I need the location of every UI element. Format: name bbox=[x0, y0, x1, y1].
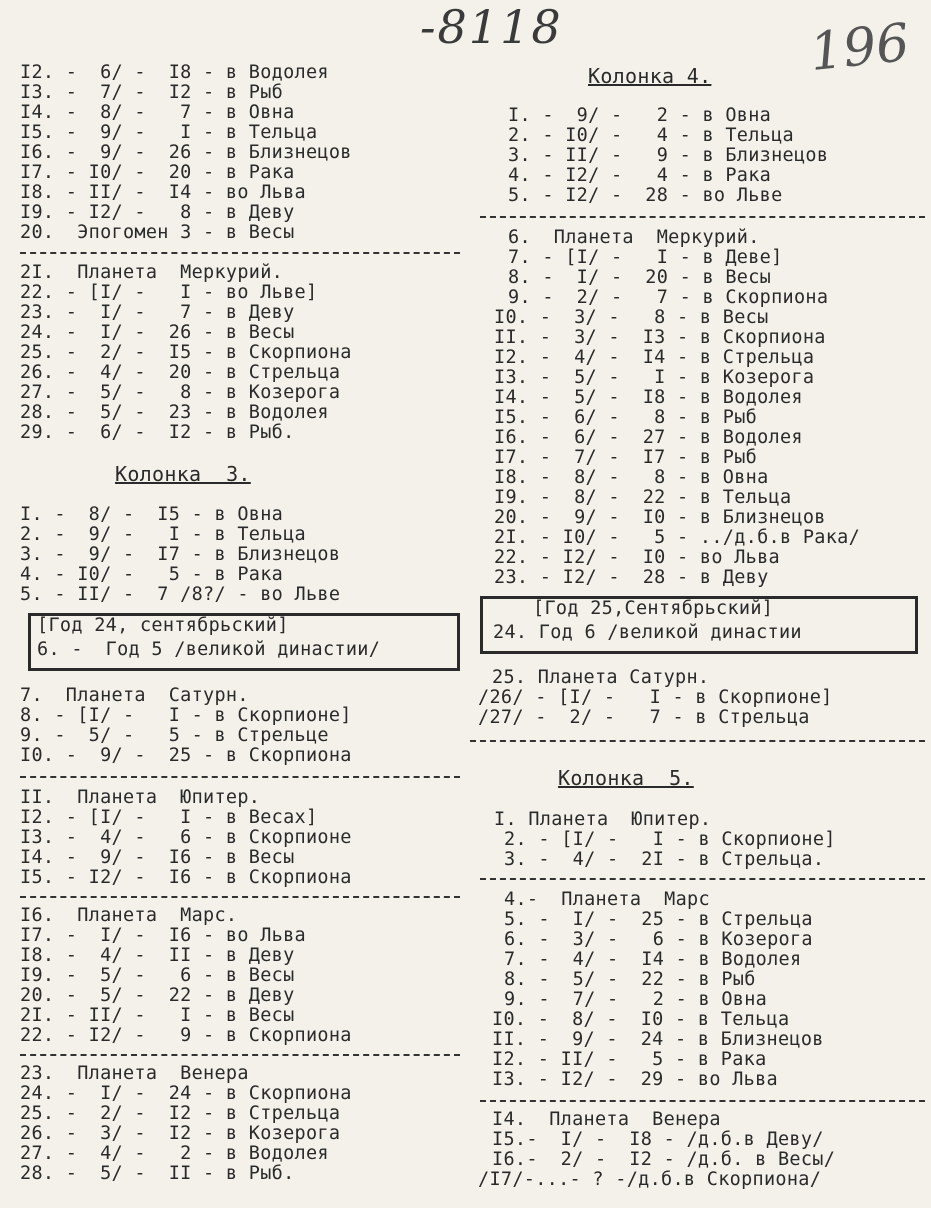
table-row: 22. - I2/ - 9 - в Скорпиона bbox=[20, 1025, 352, 1046]
table-row: I4. - 9/ - I6 - в Весы bbox=[20, 847, 295, 868]
table-row: I9. - I2/ - 8 - в Деву bbox=[20, 202, 295, 223]
table-row: 5. - I2/ - 28 - во Льве bbox=[508, 185, 783, 206]
section-divider bbox=[20, 896, 460, 898]
table-row: I8. - II/ - I4 - во Льва bbox=[20, 182, 306, 203]
table-row: I5. - 9/ - I - в Тельца bbox=[20, 122, 318, 143]
year-box bbox=[480, 596, 918, 654]
table-row: 27. - 5/ - 8 - в Козерога bbox=[20, 382, 341, 403]
year-title: [Год 24, сентябрьский] bbox=[37, 615, 289, 636]
section-divider bbox=[20, 252, 460, 254]
table-row: 4. - I2/ - 4 - в Рака bbox=[508, 165, 772, 186]
table-row: II. - 9/ - 24 - в Близнецов bbox=[492, 1029, 824, 1050]
table-row: I2. - [I/ - I - в Весах] bbox=[20, 807, 318, 828]
table-row: 9. - 7/ - 2 - в Овна bbox=[504, 989, 768, 1010]
table-row: I3. - I2/ - 29 - во Льва bbox=[492, 1069, 778, 1090]
table-row: 8. - 5/ - 22 - в Рыб bbox=[504, 969, 756, 990]
table-row: 25. - 2/ - I5 - в Скорпиона bbox=[20, 342, 352, 363]
table-row: 2. - 9/ - I - в Тельца bbox=[20, 524, 306, 545]
table-row: I2. - 6/ - I8 - в Водолея bbox=[20, 62, 329, 83]
dynasty-year: 24. Год 6 /великой династии bbox=[493, 622, 802, 643]
section-title: 4.- Планета Марс bbox=[504, 889, 710, 910]
dynasty-year: 6. - Год 5 /великой династии/ bbox=[37, 639, 381, 660]
table-row: 20. Эпогомен 3 - в Весы bbox=[20, 222, 295, 243]
table-row: 6. - 3/ - 6 - в Козерога bbox=[504, 929, 813, 950]
year-box bbox=[28, 613, 460, 671]
table-row: I. - 9/ - 2 - в Овна bbox=[508, 105, 772, 126]
table-row: I6. - 6/ - 27 - в Водолея bbox=[494, 427, 803, 448]
table-row: 22. - [I/ - I - во Льве] bbox=[20, 282, 318, 303]
table-row: 2. - [I/ - I - в Скорпионе] bbox=[504, 829, 836, 850]
section-divider bbox=[480, 216, 925, 218]
year-title: [Год 25,Сентябрьский] bbox=[533, 598, 774, 619]
table-row: 5. - II/ - 7 /8?/ - во Льве bbox=[20, 584, 341, 605]
table-row: I4. - 5/ - I8 - в Водолея bbox=[494, 387, 803, 408]
table-row: 23. - I2/ - 28 - в Деву bbox=[494, 567, 769, 588]
table-row: 27. - 4/ - 2 - в Водолея bbox=[20, 1143, 329, 1164]
section-title: I4. Планета Венера bbox=[492, 1109, 721, 1130]
handwritten-archive-number: -8118 bbox=[420, 0, 563, 54]
section-title: 23. Планета Венера bbox=[20, 1063, 249, 1084]
table-row: 23. - I/ - 7 - в Деву bbox=[20, 302, 295, 323]
table-row: I2. - 4/ - I4 - в Стрельца bbox=[494, 347, 815, 368]
table-row: I6. - 9/ - 26 - в Близнецов bbox=[20, 142, 352, 163]
table-row: 24. - I/ - 26 - в Весы bbox=[20, 322, 295, 343]
table-row: 20. - 5/ - 22 - в Деву bbox=[20, 985, 295, 1006]
table-row: I2. - II/ - 5 - в Рака bbox=[492, 1049, 767, 1070]
table-row: I8. - 4/ - II - в Деву bbox=[20, 945, 295, 966]
section-divider bbox=[470, 740, 925, 742]
table-row: 8. - [I/ - I - в Скорпионе] bbox=[20, 705, 352, 726]
table-row: I5. - I2/ - I6 - в Скорпиона bbox=[20, 867, 352, 888]
table-row: 2. - I0/ - 4 - в Тельца bbox=[508, 125, 794, 146]
table-row: 25. - 2/ - I2 - в Стрельца bbox=[20, 1103, 341, 1124]
section-title: II. Планета Юпитер. bbox=[20, 787, 261, 808]
table-row: 29. - 6/ - I2 - в Рыб. bbox=[20, 422, 295, 443]
table-row: 24. - I/ - 24 - в Скорпиона bbox=[20, 1083, 352, 1104]
section-title: I6. Планета Марс. bbox=[20, 905, 238, 926]
section-divider bbox=[480, 1100, 925, 1102]
table-row: 22. - I2/ - I0 - во Льва bbox=[494, 547, 780, 568]
table-row: I7. - 7/ - I7 - в Рыб bbox=[494, 447, 758, 468]
table-row: /27/ - 2/ - 7 - в Стрельца bbox=[478, 707, 810, 728]
handwritten-page-number: 196 bbox=[807, 12, 913, 84]
column-heading: Колонка 5. bbox=[558, 766, 694, 790]
table-row: I5.- I/ - I8 - /д.б.в Деву/ bbox=[492, 1129, 824, 1150]
table-row: II. - 3/ - I3 - в Скорпиона bbox=[494, 327, 826, 348]
section-divider bbox=[20, 1054, 460, 1056]
table-row: 5. - I/ - 25 - в Стрельца bbox=[504, 909, 813, 930]
table-row: 8. - I/ - 20 - в Весы bbox=[508, 267, 772, 288]
table-row: I3. - 7/ - I2 - в Рыб bbox=[20, 82, 284, 103]
table-row: I8. - 8/ - 8 - в Овна bbox=[494, 467, 769, 488]
table-row: 4. - I0/ - 5 - в Рака bbox=[20, 564, 284, 585]
section-title: I. Планета Юпитер. bbox=[494, 809, 712, 830]
table-row: 26. - 4/ - 20 - в Стрельца bbox=[20, 362, 341, 383]
table-row: 7. - 4/ - I4 - в Водолея bbox=[504, 949, 802, 970]
table-row: I. - 8/ - I5 - в Овна bbox=[20, 504, 284, 525]
table-row: 9. - 2/ - 7 - в Скорпиона bbox=[508, 287, 829, 308]
table-row: I9. - 8/ - 22 - в Тельца bbox=[494, 487, 792, 508]
table-row: 7. - [I/ - I - в Деве] bbox=[508, 247, 783, 268]
table-row: I9. - 5/ - 6 - в Весы bbox=[20, 965, 295, 986]
table-row: /I7/-...- ? -/д.б.в Скорпиона/ bbox=[478, 1169, 822, 1190]
table-row: 2I. - II/ - I - в Весы bbox=[20, 1005, 295, 1026]
section-title: 25. Планета Сатурн. bbox=[492, 667, 710, 688]
table-row: I3. - 5/ - I - в Козерога bbox=[494, 367, 815, 388]
table-row: I3. - 4/ - 6 - в Скорпионе bbox=[20, 827, 352, 848]
table-row: I0. - 8/ - I0 - в Тельца bbox=[492, 1009, 790, 1030]
section-title: 6. Планета Меркурий. bbox=[508, 227, 760, 248]
table-row: /26/ - [I/ - I - в Скорпионе] bbox=[478, 687, 833, 708]
section-title: 7. Планета Сатурн. bbox=[20, 685, 249, 706]
column-heading: Колонка 3. bbox=[115, 462, 251, 486]
table-row: 20. - 9/ - I0 - в Близнецов bbox=[494, 507, 826, 528]
table-row: I6.- 2/ - I2 - /д.б. в Весы/ bbox=[492, 1149, 836, 1170]
table-row: 3. - 9/ - I7 - в Близнецов bbox=[20, 544, 341, 565]
table-row: I5. - 6/ - 8 - в Рыб bbox=[494, 407, 758, 428]
table-row: 2I. - I0/ - 5 - ../д.б.в Рака/ bbox=[494, 527, 861, 548]
table-row: 26. - 3/ - I2 - в Козерога bbox=[20, 1123, 341, 1144]
table-row: 3. - 4/ - 2I - в Стрельца. bbox=[504, 849, 825, 870]
table-row: 9. - 5/ - 5 - в Стрельце bbox=[20, 725, 329, 746]
table-row: I0. - 3/ - 8 - в Весы bbox=[494, 307, 769, 328]
table-row: I0. - 9/ - 25 - в Скорпиона bbox=[20, 745, 352, 766]
table-row: 28. - 5/ - 23 - в Водолея bbox=[20, 402, 329, 423]
table-row: 28. - 5/ - II - в Рыб. bbox=[20, 1163, 295, 1184]
table-row: I4. - 8/ - 7 - в Овна bbox=[20, 102, 295, 123]
column-heading: Колонка 4. bbox=[588, 64, 712, 88]
table-row: 3. - II/ - 9 - в Близнецов bbox=[508, 145, 829, 166]
section-divider bbox=[20, 776, 460, 778]
section-divider bbox=[480, 878, 925, 880]
section-title: 2I. Планета Меркурий. bbox=[20, 262, 284, 283]
table-row: I7. - I/ - I6 - во Льва bbox=[20, 925, 306, 946]
table-row: I7. - I0/ - 20 - в Рака bbox=[20, 162, 295, 183]
